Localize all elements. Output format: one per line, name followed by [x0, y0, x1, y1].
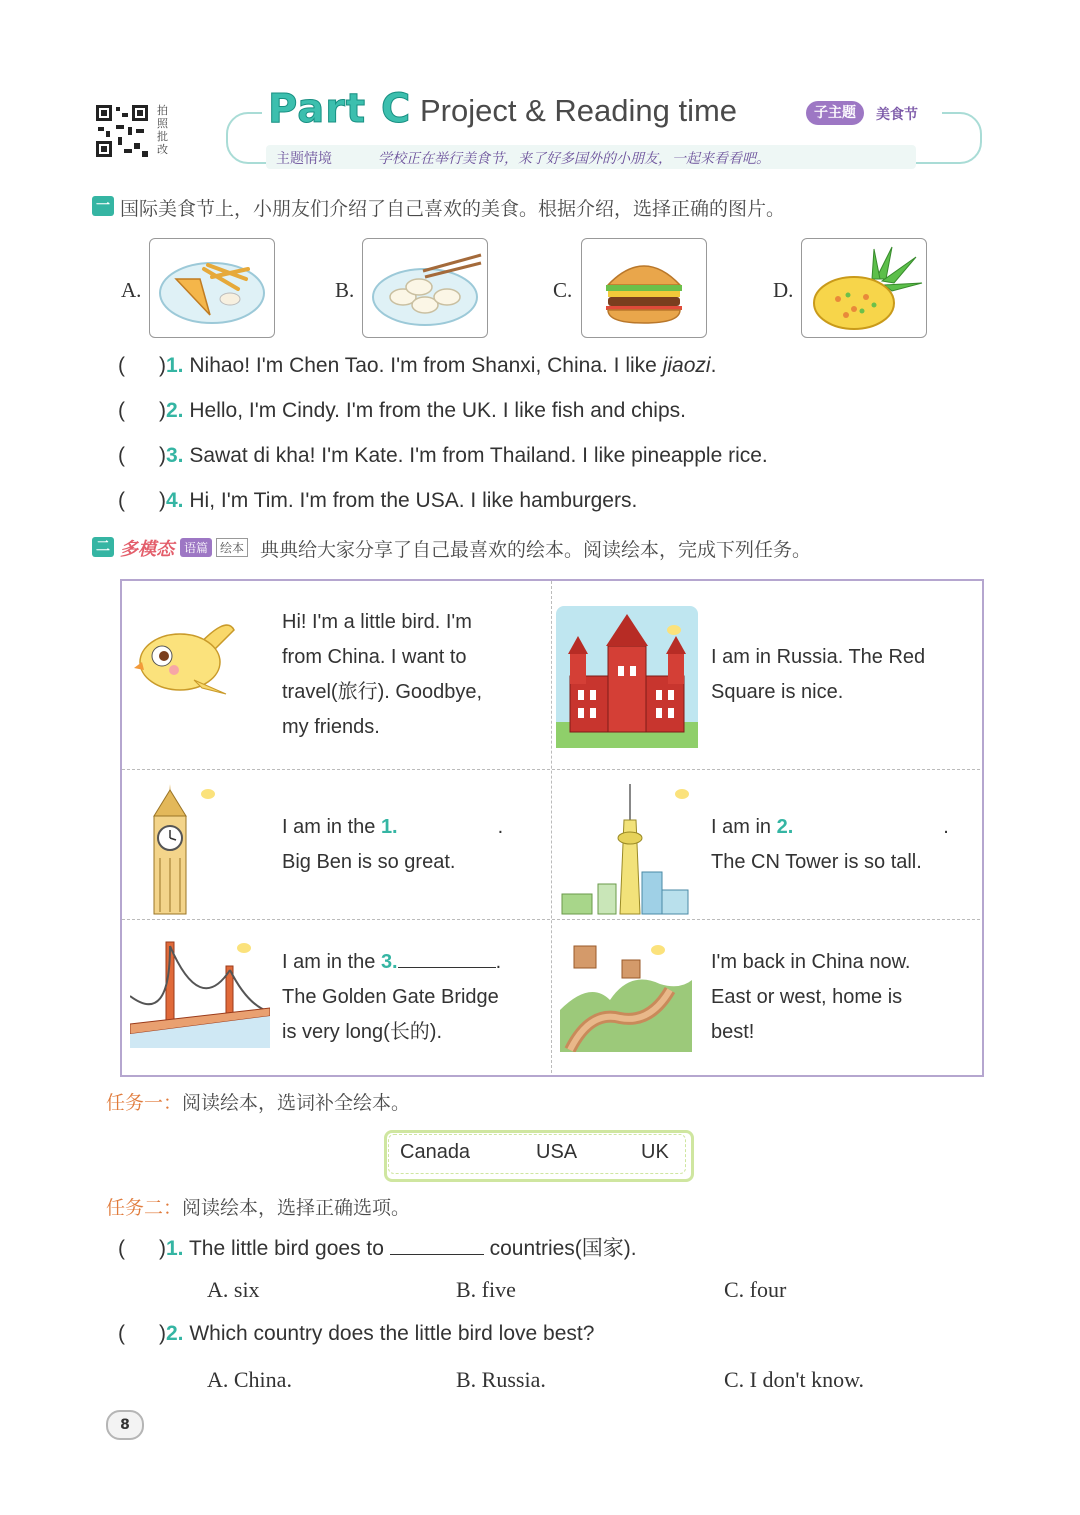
word-bank-item: UK: [641, 1141, 669, 1163]
option-b-label: B.: [335, 278, 355, 302]
section-1-marker: 一: [92, 196, 114, 216]
s2-q1-option-a[interactable]: A. six: [207, 1277, 260, 1302]
scene-label: 主题情境: [276, 151, 332, 167]
story-panel-3-text: I am in the 1. . Big Ben is so great.: [282, 816, 504, 873]
s2-q1-option-b[interactable]: B. five: [456, 1277, 516, 1302]
red-square-image: [556, 606, 698, 752]
picture-book-tag: 绘本: [216, 538, 248, 557]
option-d-image[interactable]: [801, 238, 927, 338]
word-bank-item: Canada: [400, 1141, 471, 1163]
scene-text: 学校正在举行美食节，来了好多国外的小朋友，一起来看看吧。: [378, 151, 770, 167]
option-b-image[interactable]: [362, 238, 488, 338]
s2-q2-option-c[interactable]: C. I don't know.: [724, 1367, 865, 1392]
qr-caption: 拍照批改: [157, 104, 168, 156]
page-number: 8: [106, 1410, 144, 1440]
section-2-marker: 二: [92, 537, 114, 557]
bird-icon: [134, 610, 242, 704]
page-title: Project & Reading time: [420, 93, 738, 128]
multimodal-tag: 多模态: [120, 539, 174, 560]
great-wall-image: [560, 940, 692, 1056]
dumplings-icon: [363, 239, 487, 337]
option-a-label: A.: [121, 278, 142, 302]
fish-and-chips-icon: [150, 239, 274, 337]
story-panel-4-text: I am in 2. . The CN Tower is so tall.: [711, 816, 949, 873]
s2-q2-option-a[interactable]: A. China.: [207, 1367, 292, 1392]
s1-question-4: ( )4. Hi, I'm Tim. I'm from the USA. I like hamburgers.: [118, 489, 638, 512]
task-2-heading: 任务二：阅读绘本，选择正确选项。: [106, 1197, 411, 1219]
qr-code[interactable]: [94, 103, 150, 159]
story-panel-1-text: Hi! I'm a little bird. I'm from China. I want to travel(旅行). Goodbye, my friends.: [282, 611, 483, 738]
cn-tower-image: [558, 780, 692, 920]
s1-question-2: ( )2. Hello, I'm Cindy. I'm from the UK. I like fish and chips.: [118, 399, 686, 422]
task-1-heading: 任务一：阅读绘本，选词补全绘本。: [106, 1092, 411, 1114]
option-d-label: D.: [773, 278, 794, 302]
part-label: Part C: [268, 86, 412, 132]
s1-question-3: ( )3. Sawat di kha! I'm Kate. I'm from Thailand. I like pineapple rice.: [118, 444, 768, 467]
s1-question-1: ( )1. Nihao! I'm Chen Tao. I'm from Shanxi, China. I like jiaozi.: [118, 354, 717, 377]
story-panel-2-text: I am in Russia. The Red Square is nice.: [711, 646, 926, 703]
story-panel-5-text: I am in the 3. . The Golden Gate Bridge is very long(长的).: [282, 951, 502, 1043]
section-2-instruction: 典典给大家分享了自己最喜欢的绘本。阅读绘本，完成下列任务。: [260, 539, 812, 561]
sub-topic: 美食节: [876, 107, 918, 123]
story-panel-6-text: I'm back in China now. East or west, home is best!: [711, 951, 911, 1043]
section-1-instruction: 国际美食节上，小朋友们介绍了自己喜欢的美食。根据介绍，选择正确的图片。: [120, 198, 786, 220]
golden-gate-bridge-image: [130, 936, 270, 1052]
s2-question-1: ( )1. The little bird goes to countries(国家).: [118, 1237, 637, 1260]
word-bank-item: USA: [536, 1141, 578, 1163]
discourse-tag: 语篇: [180, 538, 212, 557]
big-ben-image: [146, 776, 226, 920]
sub-topic-badge: 子主题: [806, 101, 864, 125]
s2-q2-option-b[interactable]: B. Russia.: [456, 1367, 546, 1392]
hamburger-icon: [582, 239, 706, 337]
pineapple-rice-icon: [802, 239, 926, 337]
option-c-label: C.: [553, 278, 573, 302]
s2-question-2: ( )2. Which country does the little bird love best?: [118, 1322, 595, 1345]
s2-q1-option-c[interactable]: C. four: [724, 1277, 787, 1302]
option-c-image[interactable]: [581, 238, 707, 338]
option-a-image[interactable]: [149, 238, 275, 338]
